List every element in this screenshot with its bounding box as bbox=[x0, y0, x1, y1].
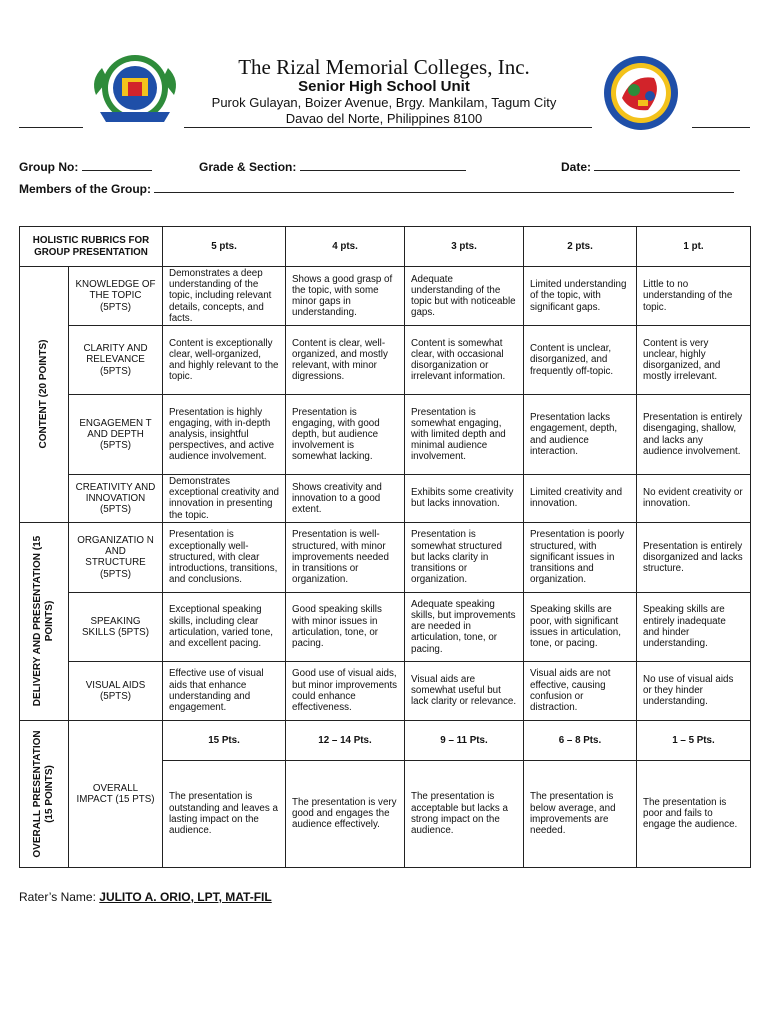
rubric-cell: Shows a good grasp of the topic, with some minor gaps in understanding. bbox=[286, 267, 405, 326]
rubric-cell: The presentation is below average, and improvements are needed. bbox=[524, 760, 637, 867]
group-no-blank[interactable] bbox=[82, 158, 152, 171]
rubric-title: HOLISTIC RUBRICS FOR GROUP PRESENTATION bbox=[20, 227, 163, 267]
header-divider-center bbox=[184, 127, 592, 128]
score-header-4: 4 pts. bbox=[286, 227, 405, 267]
rubric-cell: Presentation is poorly structured, with significant issues in transitions and organization. bbox=[524, 522, 637, 592]
score-header-row bbox=[20, 227, 751, 267]
overall-score-header-row bbox=[20, 720, 751, 760]
rubric-cell: Good use of visual aids, but minor improvements could enhance effectiveness. bbox=[286, 661, 405, 720]
rubric-cell: Content is exceptionally clear, well-organized, and highly relevant to the topic. bbox=[163, 326, 286, 395]
rater-name: JULITO A. ORIO, LPT, MAT-FIL bbox=[99, 890, 272, 904]
rubric-cell: No use of visual aids or they hinder understanding. bbox=[637, 661, 751, 720]
header-divider-right bbox=[692, 127, 750, 128]
rater-line bbox=[19, 890, 272, 904]
category-overall bbox=[20, 720, 69, 867]
rubric-cell: Adequate understanding of the topic but with noticeable gaps. bbox=[405, 267, 524, 326]
rubric-cell: Demonstrates exceptional creativity and innovation in presenting the topic. bbox=[163, 475, 286, 523]
rubric-cell: Presentation lacks engagement, depth, and audience interaction. bbox=[524, 395, 637, 475]
table-row bbox=[20, 267, 751, 326]
grade-section-field[interactable] bbox=[199, 158, 466, 174]
group-no-field[interactable] bbox=[19, 158, 152, 174]
members-blank[interactable] bbox=[154, 180, 734, 193]
overall-score-header: 1 – 5 Pts. bbox=[637, 720, 751, 760]
rubric-cell: Effective use of visual aids that enhance understanding and engagement. bbox=[163, 661, 286, 720]
rubric-cell: Presentation is highly engaging, with in-depth analysis, insightful perspectives, and active audience involvement. bbox=[163, 395, 286, 475]
grade-section-blank[interactable] bbox=[300, 158, 466, 171]
overall-score-header: 12 – 14 Pts. bbox=[286, 720, 405, 760]
criterion-engagement: ENGAGEMEN T AND DEPTH (5PTS) bbox=[69, 395, 163, 475]
criterion-organization: ORGANIZATIO N AND STRUCTURE (5PTS) bbox=[69, 522, 163, 592]
rubric-table bbox=[19, 226, 751, 868]
rubric-cell: No evident creativity or innovation. bbox=[637, 475, 751, 523]
category-content-label: CONTENT (20 POINTS) bbox=[38, 339, 49, 449]
score-header-3: 3 pts. bbox=[405, 227, 524, 267]
rubric-cell: Good speaking skills with minor issues in articulation, tone, or pacing. bbox=[286, 592, 405, 661]
group-no-label: Group No: bbox=[19, 160, 79, 174]
table-row bbox=[20, 475, 751, 523]
school-address-line2: Davao del Norte, Philippines 8100 bbox=[285, 111, 483, 126]
school-unit: Senior High School Unit bbox=[298, 78, 470, 95]
criterion-speaking: SPEAKING SKILLS (5PTS) bbox=[69, 592, 163, 661]
criterion-creativity: CREATIVITY AND INNOVATION (5PTS) bbox=[69, 475, 163, 523]
rubric-cell: Content is very unclear, highly disorganized, and mostly irrelevant. bbox=[637, 326, 751, 395]
table-row bbox=[20, 395, 751, 475]
rubric-cell: Little to no understanding of the topic. bbox=[637, 267, 751, 326]
rubric-cell: Presentation is well-structured, with minor improvements needed in transitions or organization. bbox=[286, 522, 405, 592]
header-divider-left bbox=[19, 127, 83, 128]
rubric-cell: Presentation is engaging, with good depth, but audience involvement is somewhat lacking. bbox=[286, 395, 405, 475]
rater-label: Rater’s Name: bbox=[19, 890, 96, 904]
rubric-cell: Speaking skills are entirely inadequate and hinder understanding. bbox=[637, 592, 751, 661]
rubric-cell: Exceptional speaking skills, including clear articulation, varied tone, and excellent pacing. bbox=[163, 592, 286, 661]
category-delivery bbox=[20, 522, 69, 720]
school-address-line1: Purok Gulayan, Boizer Avenue, Brgy. Mankilam, Tagum City bbox=[211, 95, 557, 110]
rubric-cell: Presentation is entirely disorganized and lacks structure. bbox=[637, 522, 751, 592]
rubric-cell: Shows creativity and innovation to a good extent. bbox=[286, 475, 405, 523]
date-label: Date: bbox=[561, 160, 592, 174]
grade-section-label: Grade & Section: bbox=[199, 160, 297, 174]
table-row bbox=[20, 522, 751, 592]
rubric-cell: Limited understanding of the topic, with significant gaps. bbox=[524, 267, 637, 326]
score-header-1: 1 pt. bbox=[637, 227, 751, 267]
rubric-cell: Speaking skills are poor, with significant issues in articulation, tone, or pacing. bbox=[524, 592, 637, 661]
members-field[interactable] bbox=[19, 180, 734, 196]
date-blank[interactable] bbox=[594, 158, 740, 171]
rubric-cell: The presentation is outstanding and leaves a lasting impact on the audience. bbox=[163, 760, 286, 867]
rubric-cell: The presentation is acceptable but lacks a strong impact on the audience. bbox=[405, 760, 524, 867]
rubric-cell: Visual aids are not effective, causing confusion or distraction. bbox=[524, 661, 637, 720]
criterion-overall-impact: OVERALL IMPACT (15 PTS) bbox=[69, 720, 163, 867]
rubric-cell: Content is somewhat clear, with occasional disorganization or irrelevant information. bbox=[405, 326, 524, 395]
category-overall-label: OVERALL PRESENTATION (15 POINTS) bbox=[32, 730, 55, 858]
score-header-2: 2 pts. bbox=[524, 227, 637, 267]
rubric-cell: The presentation is poor and fails to engage the audience. bbox=[637, 760, 751, 867]
criterion-visual-aids: VISUAL AIDS (5PTS) bbox=[69, 661, 163, 720]
rubric-cell: Presentation is entirely disengaging, shallow, and lacks any audience involvement. bbox=[637, 395, 751, 475]
rubric-cell: Content is unclear, disorganized, and frequently off-topic. bbox=[524, 326, 637, 395]
rubric-cell: Presentation is somewhat engaging, with limited depth and minimal audience involvement. bbox=[405, 395, 524, 475]
date-field[interactable] bbox=[561, 158, 740, 174]
rubric-cell: Exhibits some creativity but lacks innovation. bbox=[405, 475, 524, 523]
category-delivery-label: DELIVERY AND PRESENTATION (15 POINTS) bbox=[32, 536, 55, 707]
members-label: Members of the Group: bbox=[19, 182, 152, 196]
table-row bbox=[20, 592, 751, 661]
rubric-cell: Visual aids are somewhat useful but lack clarity or relevance. bbox=[405, 661, 524, 720]
rubric-cell: Presentation is somewhat structured but lacks clarity in transitions or organization. bbox=[405, 522, 524, 592]
score-header-5: 5 pts. bbox=[163, 227, 286, 267]
table-row bbox=[20, 661, 751, 720]
rubric-cell: Content is clear, well-organized, and mostly relevant, with minor digressions. bbox=[286, 326, 405, 395]
criterion-knowledge: KNOWLEDGE OF THE TOPIC (5PTS) bbox=[69, 267, 163, 326]
rubric-cell: Limited creativity and innovation. bbox=[524, 475, 637, 523]
rubric-cell: Demonstrates a deep understanding of the topic, including relevant details, concepts, and facts. bbox=[163, 267, 286, 326]
rubric-cell: The presentation is very good and engages the audience effectively. bbox=[286, 760, 405, 867]
school-name: The Rizal Memorial Colleges, Inc. bbox=[238, 55, 530, 79]
overall-score-header: 6 – 8 Pts. bbox=[524, 720, 637, 760]
overall-score-header: 9 – 11 Pts. bbox=[405, 720, 524, 760]
overall-score-header: 15 Pts. bbox=[163, 720, 286, 760]
rubric-cell: Adequate speaking skills, but improvements are needed in articulation, tone, or pacing. bbox=[405, 592, 524, 661]
table-row bbox=[20, 326, 751, 395]
criterion-clarity: CLARITY AND RELEVANCE (5PTS) bbox=[69, 326, 163, 395]
category-content bbox=[20, 267, 69, 523]
rubric-cell: Presentation is exceptionally well-structured, with clear introductions, transitions, and conclusions. bbox=[163, 522, 286, 592]
